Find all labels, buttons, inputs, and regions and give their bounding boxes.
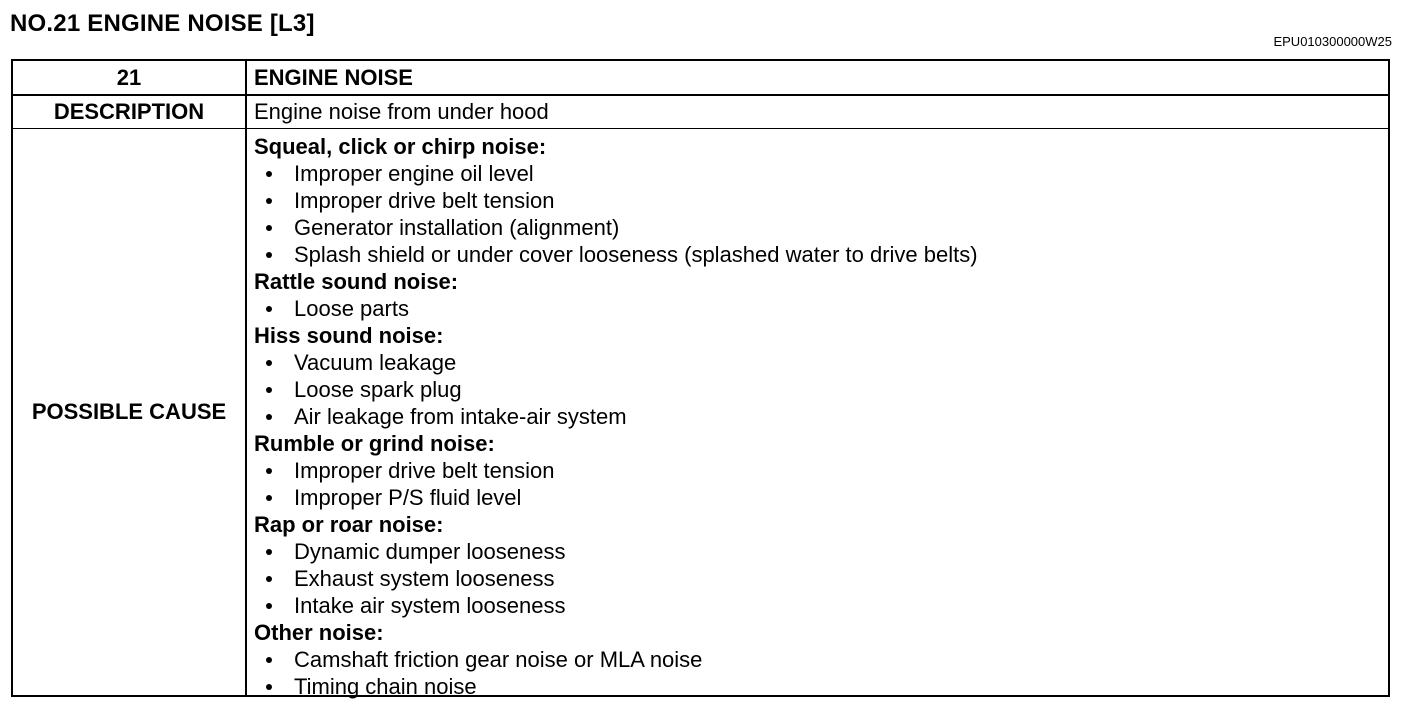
cause-item-text: Generator installation (alignment) [294, 215, 620, 240]
diagnostic-table [11, 59, 1390, 697]
description-value: Engine noise from under hood [254, 99, 549, 124]
possible-cause-list [254, 133, 1380, 700]
cause-item-text: Vacuum leakage [294, 350, 457, 375]
possible-cause-label: POSSIBLE CAUSE [31, 399, 227, 424]
cause-group-title: Hiss sound noise: [254, 323, 444, 348]
cause-item-text: Dynamic dumper looseness [294, 539, 566, 564]
page-title: NO.21 ENGINE NOISE [L3] [10, 10, 315, 37]
cause-group-title: Rap or roar noise: [254, 512, 444, 537]
bullet-icon [266, 360, 272, 366]
bullet-icon [266, 225, 272, 231]
cause-item-text: Improper engine oil level [294, 161, 534, 186]
bullet-icon [266, 468, 272, 474]
bullet-icon [266, 603, 272, 609]
table-header-row [13, 61, 1388, 96]
cause-list-item [254, 592, 1380, 619]
bullet-icon [266, 306, 272, 312]
column-divider [245, 61, 247, 94]
cause-item-text: Intake air system looseness [294, 593, 566, 618]
description-label: DESCRIPTION [53, 99, 205, 124]
cause-list-item [254, 538, 1380, 565]
cause-group-title: Rumble or grind noise: [254, 431, 495, 456]
cause-list-item [254, 241, 1380, 268]
column-divider [245, 96, 247, 128]
cause-list-item [254, 295, 1380, 322]
cause-item-text: Timing chain noise [294, 674, 477, 699]
column-divider [245, 129, 247, 695]
cause-list-item [254, 484, 1380, 511]
bullet-icon [266, 549, 272, 555]
bullet-icon [266, 252, 272, 258]
bullet-icon [266, 495, 272, 501]
cause-list-item [254, 349, 1380, 376]
cause-list-item [254, 214, 1380, 241]
cause-list-item [254, 646, 1380, 673]
cause-list-item [254, 565, 1380, 592]
bullet-icon [266, 657, 272, 663]
document-code: EPU010300000W25 [1273, 34, 1392, 49]
cause-item-text: Exhaust system looseness [294, 566, 555, 591]
cause-group-title: Rattle sound noise: [254, 269, 459, 294]
cause-group-title: Other noise: [254, 620, 384, 645]
cause-item-text: Improper drive belt tension [294, 188, 555, 213]
bullet-icon [266, 684, 272, 690]
bullet-icon [266, 171, 272, 177]
cause-item-text: Splash shield or under cover looseness (splashed water to drive belts) [294, 242, 978, 267]
cause-group-title: Squeal, click or chirp noise: [254, 134, 547, 159]
cause-item-text: Improper P/S fluid level [294, 485, 522, 510]
cause-item-text: Loose parts [294, 296, 409, 321]
cause-list-item [254, 376, 1380, 403]
description-row [13, 96, 1388, 129]
bullet-icon [266, 414, 272, 420]
bullet-icon [266, 198, 272, 204]
cause-list-item [254, 160, 1380, 187]
header-name: ENGINE NOISE [254, 64, 413, 90]
cause-list-item [254, 187, 1380, 214]
cause-list-item [254, 403, 1380, 430]
header-number: 21 [116, 64, 142, 90]
cause-list-item [254, 457, 1380, 484]
bullet-icon [266, 387, 272, 393]
possible-cause-row [13, 129, 1388, 699]
cause-item-text: Improper drive belt tension [294, 458, 555, 483]
cause-item-text: Air leakage from intake-air system [294, 404, 627, 429]
cause-list-item [254, 673, 1380, 700]
cause-item-text: Loose spark plug [294, 377, 462, 402]
cause-item-text: Camshaft friction gear noise or MLA noise [294, 647, 703, 672]
bullet-icon [266, 576, 272, 582]
